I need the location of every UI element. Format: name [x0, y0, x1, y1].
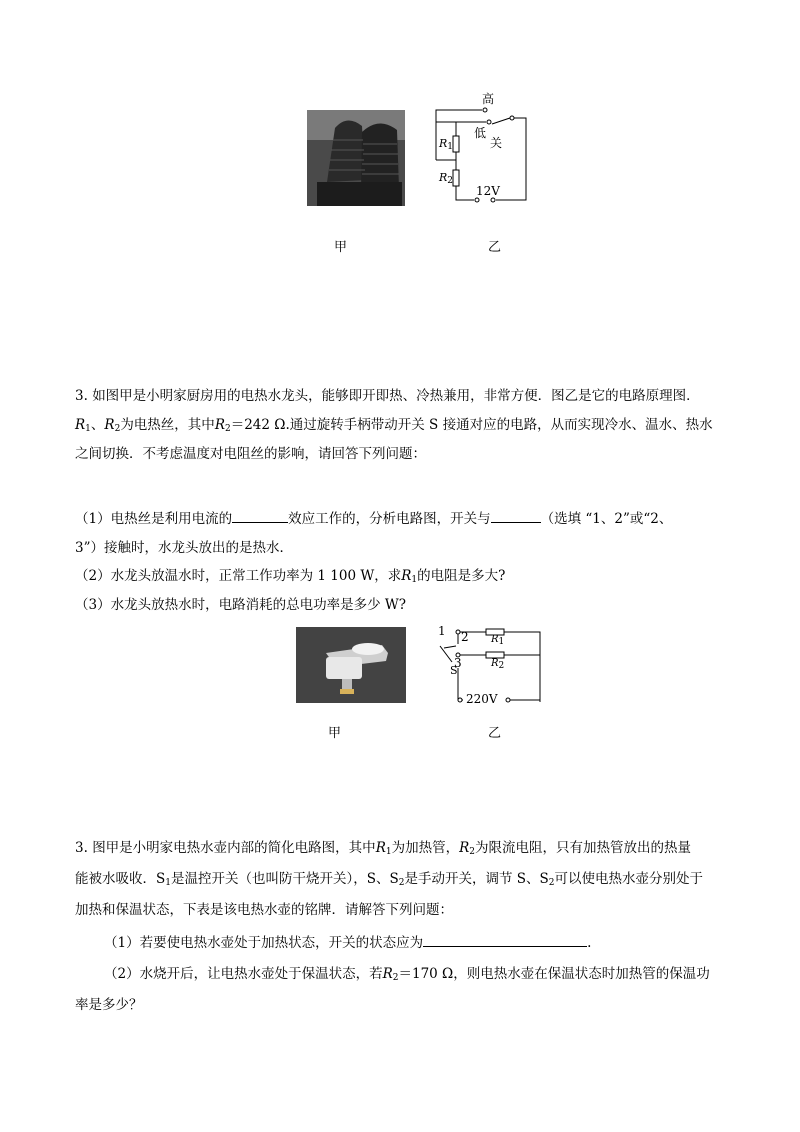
fig2-caption-left: 甲 [328, 726, 342, 741]
q3a-sub3: （3）水龙头放热水时，电路消耗的总电功率是多少 W? [75, 597, 406, 613]
label-terminal-1: 1 [438, 624, 446, 638]
label-terminal-2: 2 [461, 630, 469, 644]
label-r1: $R_1$ [491, 634, 505, 647]
q3a-sub1: （1）电热丝是利用电流的 效应工作的，分析电路图，开关与 （选填 “1、2”或“2、 [75, 508, 672, 529]
fig1-caption-left: 甲 [334, 240, 348, 255]
q3a-sub2: （2）水龙头放温水时，正常工作功率为 1 100 W，求$R_1$的电阻是多大? [75, 568, 506, 585]
heater-circuit-diagram [430, 90, 530, 210]
label-off: 关 [490, 136, 503, 150]
label-terminal-3: 3 [454, 656, 462, 670]
faucet-photo [296, 627, 406, 703]
q3a-line1: 3. 如图甲是小明家厨房用的电热水龙头，能够即开即热、冷热兼用，非常方便．图乙是它的电路原理图． [75, 388, 700, 404]
label-r2: $R_2$ [491, 658, 505, 671]
label-high: 高 [482, 92, 495, 106]
answer-blank-effect[interactable] [232, 508, 288, 523]
answer-blank-contact[interactable] [491, 508, 541, 523]
label-switch-s: S [450, 664, 458, 677]
q3b-sub1: （1）若要使电热水壶处于加热状态，开关的状态应为 . [104, 932, 591, 953]
q3a-line2: $R_1$、$R_2$为电热丝，其中$R_2=242$ Ω.通过旋转手柄带动开关 S 接通对应的电路，从而实现冷水、温水、热水 [75, 417, 713, 434]
label-voltage: 220V [466, 692, 498, 706]
label-r2: $R_2$ [439, 171, 454, 186]
q3b-sub2: （2）水烧开后，让电热水壶处于保温状态，若$R_2=170$ Ω，则电热水壶在保温状态时加热管的保温功 [104, 966, 710, 983]
fig1-caption-right: 乙 [488, 240, 502, 255]
q3b-line2: 能被水吸收．$S_1$是温控开关（也叫防干烧开关），S、$S_2$是手动开关，调节 S、$S_2$可以使电热水壶分别处于 [75, 871, 703, 888]
label-r1: $R_1$ [439, 137, 454, 152]
label-voltage: 12V [476, 184, 500, 198]
answer-blank-switch-state[interactable] [423, 932, 587, 947]
car-seat-photo [307, 110, 405, 206]
fig2-caption-right: 乙 [488, 726, 502, 741]
q3a-line3: 之间切换．不考虑温度对电阻丝的影响，请回答下列问题： [75, 446, 426, 462]
q3b-line3: 加热和保温状态，下表是该电热水壶的铭牌．请解答下列问题： [75, 902, 453, 918]
q3b-sub2-line2: 率是多少？ [75, 997, 143, 1013]
faucet-circuit-diagram [436, 622, 546, 708]
label-low: 低 [474, 126, 487, 140]
q3b-line1: 3. 图甲是小明家电热水壶内部的简化电路图，其中$R_1$为加热管，$R_2$为限流电阻，只有加热管放出的热量 [75, 840, 691, 857]
q3a-sub1-line2: 3”）接触时，水龙头放出的是热水． [75, 540, 293, 556]
